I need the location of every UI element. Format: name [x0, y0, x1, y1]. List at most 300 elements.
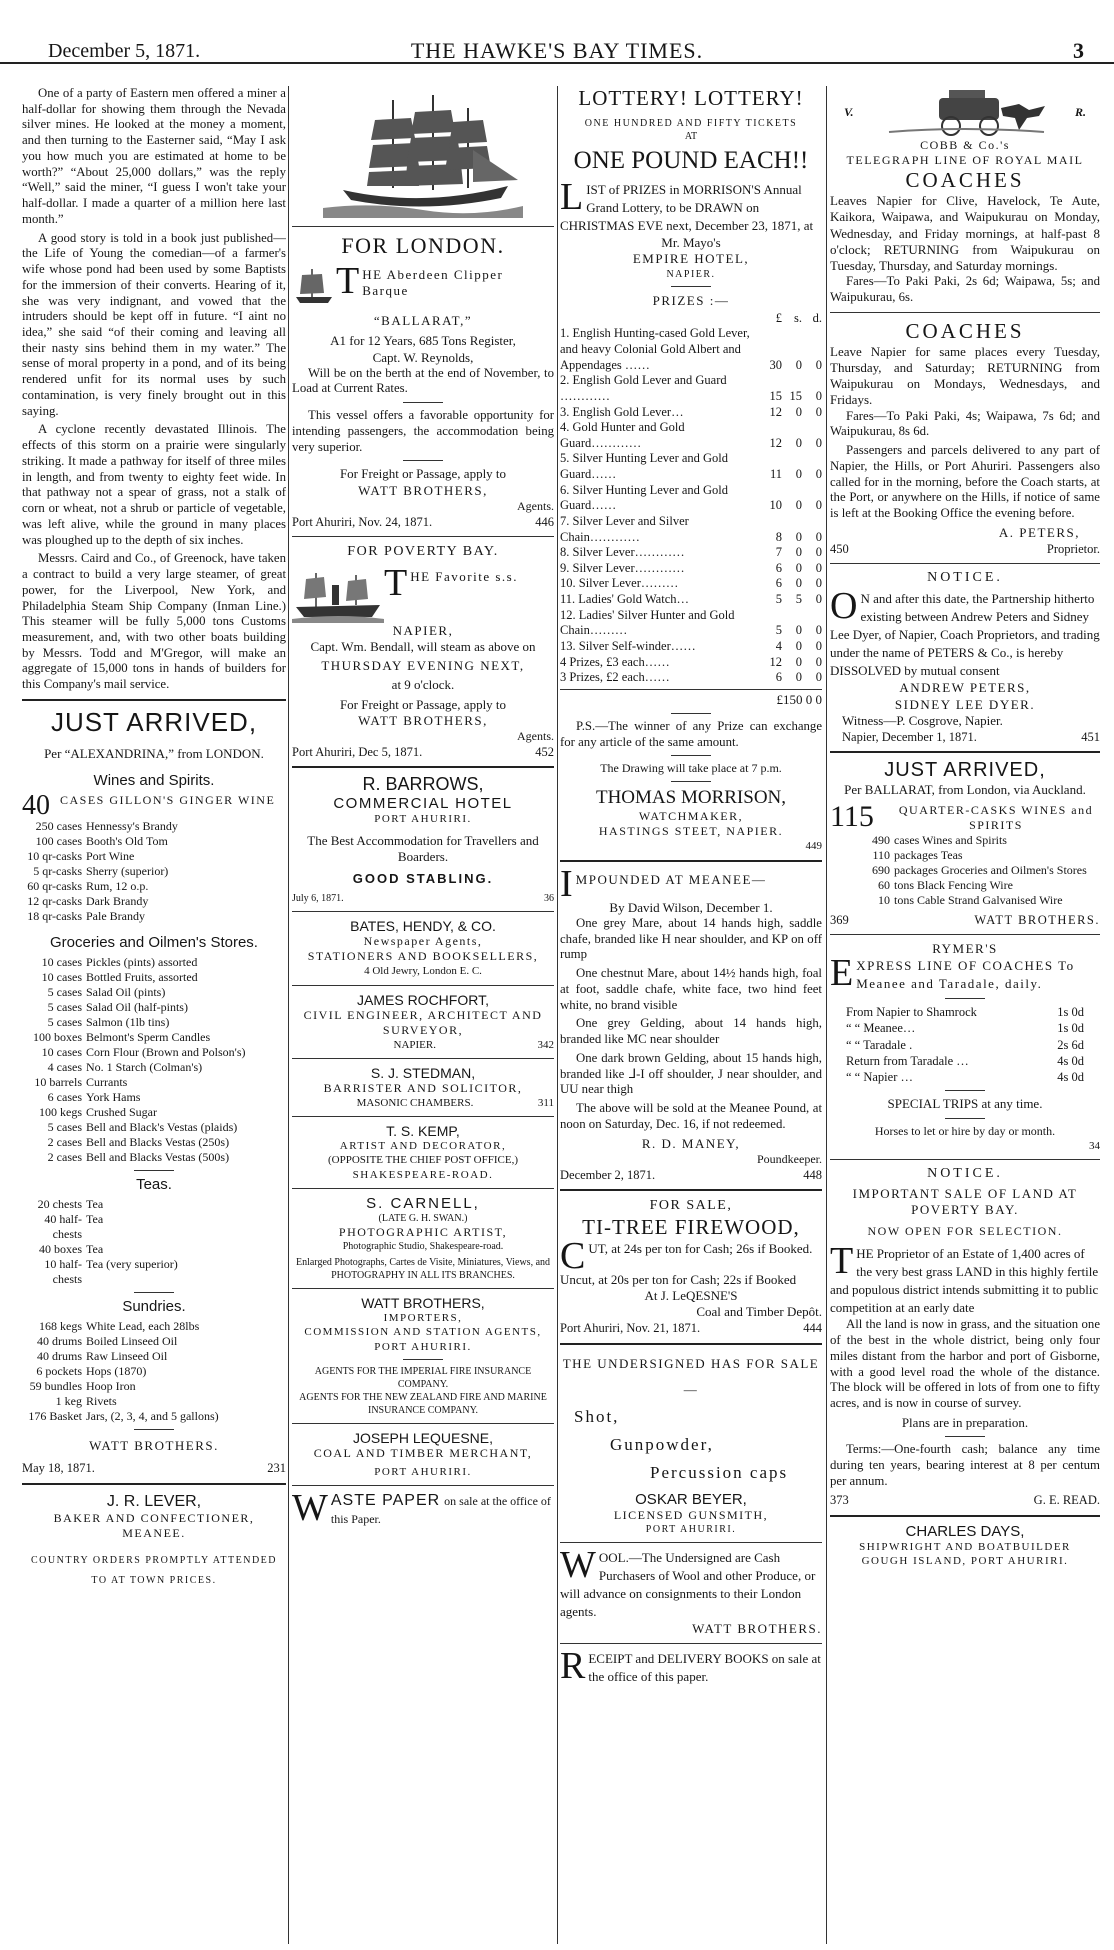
- item-quantity: 4 cases: [47, 1060, 82, 1075]
- ad-line: MEANEE.: [122, 1525, 186, 1540]
- item-name: Salad Oil (pints): [86, 985, 166, 1000]
- list-item: [22, 834, 286, 849]
- ad-line: Horses to let or hire by day or month.: [874, 1123, 1056, 1138]
- prize-name: 4 Prizes, £3 each……: [560, 654, 670, 669]
- drop-cap: L: [560, 181, 584, 218]
- item-quantity: 5 cases: [47, 985, 82, 1000]
- list-item: [22, 1409, 286, 1424]
- prize-name: 11. Ladies' Gold Watch…: [560, 592, 689, 606]
- list-item: [22, 1045, 286, 1060]
- column-rule: [557, 86, 558, 1944]
- ad-line: Coal and Timber Depôt.: [696, 1304, 822, 1320]
- prize-row: [560, 420, 822, 451]
- ad-line: HE Favorite s.s.: [410, 568, 518, 584]
- list-item: [22, 1135, 286, 1150]
- ad-line: For Freight or Passage, apply to: [339, 696, 507, 712]
- ad-text: OOL.—The Undersigned are Cash Purchasers of Wool and other Produce, or will advance on consignments to their London agents.: [560, 1549, 816, 1619]
- list-item: [22, 1075, 286, 1090]
- prizes-list: [560, 326, 822, 685]
- fare-price: 2s 6d: [1057, 1037, 1084, 1052]
- col-pence: d.: [812, 310, 822, 325]
- ad-line: COMMISSION AND STATION AGENTS,: [304, 1326, 542, 1339]
- ad-barrows: [292, 774, 554, 905]
- drop-cap: T: [384, 561, 408, 604]
- item-quantity: 10 qr-casks: [27, 849, 82, 864]
- prize-amount: [764, 561, 822, 577]
- divider: [292, 911, 554, 912]
- ad-headline: ONE POUND EACH!!: [573, 147, 809, 174]
- prize-row: [560, 655, 822, 671]
- story-pond: A good story is told in a book just published—the Life of Young the comedian—of a farmer's wife whose pond had been used by some Baptists for the immersion of their converts. Hearing of it, she was very indignant, and vowed that the intruders should be kept off in future. “I aint no idea,” she said “of their coming and leaving all their nasty sins behind them in my water.” The sense of moral property in a pond, and of its being rendered unfit for its normal uses by such contamination, is very finely brought out in this saying.: [22, 230, 286, 418]
- prize-amount: [764, 373, 822, 404]
- prize-pounds: 12: [769, 435, 782, 450]
- item-quantity: 5 cases: [47, 1120, 82, 1135]
- ad-line: THURSDAY EVENING NEXT,: [321, 658, 525, 674]
- divider: [22, 699, 286, 701]
- item-name: cases Wines and Spirits: [894, 832, 1007, 847]
- item-name: Bell and Blacks Vestas (500s): [86, 1150, 230, 1165]
- item-quantity: 5 cases: [47, 1000, 82, 1015]
- wines-list: [22, 819, 286, 924]
- ad-date: July 6, 1871.: [292, 893, 344, 905]
- ad-lottery: [560, 86, 822, 854]
- story-miner: One of a party of Eastern men offered a miner a half-dollar for showing them through the Nevada silver mines. He looked at the money a moment, and then turning to the Easterner said, “May I ask you how much you are estimated at home to be worth?” “About 25,000 dollars,” was the reply “Well,” said the miner, “I guess I won't take your half-dollar. I made a quarter of a million here last month.”: [22, 86, 286, 226]
- divider: [830, 751, 1100, 753]
- item-quantity: 40 boxes: [39, 1242, 82, 1257]
- prize-amount: [764, 639, 822, 655]
- list-item: [22, 849, 286, 864]
- prize-pounds: 5: [775, 623, 782, 638]
- ad-signature: WATT BROTHERS.: [89, 1438, 219, 1454]
- ad-number: 452: [535, 745, 554, 760]
- fare-price: 1s 0d: [1057, 1021, 1084, 1036]
- ad-receipt-books: [560, 1650, 822, 1686]
- ad-charles-days: [830, 1523, 1100, 1569]
- ad-signature: ANDREW PETERS,: [899, 680, 1031, 696]
- prize-pence: 0: [815, 545, 822, 560]
- list-item: [830, 863, 1100, 878]
- divider: [292, 1058, 554, 1059]
- teas-list: [22, 1197, 286, 1287]
- prize-pounds: 6: [775, 576, 782, 591]
- ad-signature: THOMAS MORRISON,: [595, 787, 787, 809]
- prize-pence: 0: [815, 498, 822, 513]
- item-quantity: 10: [878, 892, 890, 907]
- prize-row: [560, 639, 822, 655]
- item-name: Crushed Sugar: [86, 1105, 157, 1120]
- prize-name: 10. Silver Lever………: [560, 576, 679, 591]
- ad-text: Terms:—One-fourth cash; balance any time during ten years, bearing interest at 8 per centum per annum.: [830, 1442, 1100, 1488]
- item-name: Sherry (superior): [86, 864, 169, 879]
- item-quantity: 40 half-chests: [44, 1212, 82, 1242]
- item-name: Pale Brandy: [86, 909, 145, 924]
- ad-line: Agents.: [517, 729, 554, 744]
- divider: [560, 1643, 822, 1644]
- prizes-total: £150 0 0: [560, 689, 822, 708]
- prize-row: [560, 576, 822, 592]
- prize-row: [560, 326, 822, 373]
- drop-cap: T: [336, 260, 360, 302]
- prize-name: 7. Silver Lever and Silver Chain…………: [560, 513, 689, 544]
- list-item: [22, 894, 286, 909]
- ad-land-sale-notice: [830, 1166, 1100, 1509]
- ad-line: Poundkeeper.: [757, 1151, 822, 1166]
- list-item: [22, 1364, 286, 1379]
- ad-firewood: [560, 1197, 822, 1337]
- item-name: Bottled Fruits, assorted: [86, 970, 198, 985]
- item-name: Hoop Iron: [86, 1379, 136, 1394]
- ad-text: This vessel offers a favorable opportunity for intending passengers, the accommodation being very superior.: [292, 408, 554, 454]
- ad-title: JUST ARRIVED,: [50, 706, 258, 737]
- ad-title: NOTICE.: [927, 1165, 1003, 1181]
- fare-route: “ “ Taradale .: [846, 1037, 913, 1052]
- ad-line: PORT AHURIRI.: [645, 1523, 737, 1535]
- prize-pounds: 4: [775, 638, 782, 653]
- ad-text: The above will be sold at the Meanee Pound, at noon on Saturday, Dec. 16, if not redeemed.: [560, 1101, 822, 1131]
- list-item: [22, 1090, 286, 1105]
- ad-line: BAKER AND CONFECTIONER,: [53, 1510, 255, 1525]
- prize-pence: 0: [815, 592, 822, 606]
- item-quantity: 20 chests: [37, 1197, 82, 1212]
- col-shillings: s.: [794, 310, 802, 325]
- ad-title: RYMER'S: [932, 940, 998, 956]
- item-name: Corn Flour (Brown and Polson's): [86, 1045, 246, 1060]
- prize-name: 9. Silver Lever…………: [560, 560, 685, 575]
- list-item: [22, 970, 286, 985]
- prize-pounds: 8: [775, 529, 782, 544]
- item-name: Port Wine: [86, 849, 135, 864]
- prize-pounds: 30: [769, 357, 782, 372]
- ad-line: COAL AND TIMBER MERCHANT,: [313, 1445, 533, 1460]
- ad-lequesne: [292, 1430, 554, 1479]
- item-quantity: 250 cases: [35, 819, 82, 834]
- ad-date: Port Ahuriri, Dec 5, 1871.: [292, 745, 423, 760]
- ship-name: “BALLARAT,”: [373, 313, 473, 328]
- ad-line: HASTINGS STEET, NAPIER.: [598, 824, 784, 839]
- prize-amount: [764, 326, 822, 373]
- prize-pence: 0: [815, 467, 822, 481]
- item-quantity: 40 drums: [37, 1349, 82, 1364]
- ad-signature: G. E. READ.: [1033, 1493, 1100, 1508]
- item-quantity: 10 barrels: [34, 1075, 82, 1090]
- ad-title: FOR POVERTY BAY.: [347, 544, 499, 560]
- prize-row: [560, 561, 822, 577]
- royal-cipher-r: R.: [1074, 104, 1086, 119]
- list-item: [22, 1000, 286, 1015]
- prize-pence: 0: [815, 404, 822, 419]
- ad-rochfort: [292, 992, 554, 1052]
- ad-line: (LATE G. H. SWAN.): [378, 1213, 468, 1224]
- ad-text: Leaves Napier for Clive, Havelock, Te Aute, Kaikora, Waipawa, and Waipukurau on Monday, Wednesday, and Friday mornings, at half-past 8 o'clock; RETURNING from Waipukurau on Tuesday, Thursday, and Saturday mornings.: [830, 193, 1100, 273]
- item-name: Bell and Blacks Vestas (250s): [86, 1135, 230, 1150]
- item-quantity: 100 boxes: [33, 1030, 82, 1045]
- ad-title: JOSEPH LEQUESNE,: [352, 1429, 494, 1446]
- ad-number: 36: [544, 893, 554, 905]
- ad-cobb-coaches: [830, 86, 1100, 306]
- fare-price: 1s 0d: [1057, 1005, 1084, 1020]
- fares-table: [830, 1004, 1100, 1085]
- fare-row: [846, 1069, 1084, 1085]
- divider: [292, 1288, 554, 1289]
- prize-row: [560, 451, 822, 482]
- ad-title: MPOUNDED AT MEANEE—: [575, 871, 767, 887]
- fare-row: [846, 1004, 1084, 1020]
- divider: [292, 766, 554, 768]
- ad-date: May 18, 1871.: [22, 1461, 95, 1476]
- drop-cap: I: [560, 862, 573, 905]
- divider: [292, 1116, 554, 1117]
- prize-name: 8. Silver Lever…………: [560, 545, 685, 560]
- list-item: [830, 893, 1100, 908]
- ad-subheadline: NOW OPEN FOR SELECTION.: [867, 1224, 1063, 1239]
- ad-text: N and after this date, the Partnership hitherto existing between Andrew Peters and Sidney Lee Dyer, of Napier, Coach Proprietors, and trading under the name of PETERS & Co., is hereby DISSOLVED by mutual consent: [830, 591, 1100, 679]
- ad-just-arrived-alexandrina: [22, 707, 286, 1477]
- prize-pence: 0: [815, 638, 822, 653]
- prize-name: 13. Silver Self-winder……: [560, 638, 696, 653]
- prize-pounds: 6: [775, 560, 782, 575]
- list-item: [22, 879, 286, 894]
- ad-text: XPRESS LINE OF COACHES To Meanee and Taradale, daily.: [856, 958, 1075, 992]
- ad-line: By David Wilson, December 1.: [609, 899, 773, 915]
- item-name: Currants: [86, 1075, 128, 1090]
- prize-name: 3. English Gold Lever…: [560, 404, 684, 419]
- ship-name: NAPIER,: [392, 622, 454, 638]
- fare-row: [846, 1020, 1084, 1036]
- ad-title: TI-TREE FIREWOOD,: [582, 1214, 800, 1239]
- list-item: [22, 1394, 286, 1409]
- item-name: Hops (1870): [86, 1364, 147, 1379]
- prize-pounds: 12: [769, 654, 782, 669]
- item-name: Raw Linseed Oil: [86, 1349, 168, 1364]
- drop-cap: C: [560, 1239, 586, 1272]
- ad-line: PORT AHURIRI.: [374, 1465, 472, 1478]
- ad-text: UT, at 24s per ton for Cash; 26s if Booked.: [588, 1240, 813, 1256]
- ad-line: ONE HUNDRED AND FIFTY TICKETS: [584, 118, 798, 129]
- item-quantity: 5 cases: [47, 1015, 82, 1030]
- ad-line: AGENTS FOR THE IMPERIAL FIRE INSURANCE COMPANY.: [314, 1365, 532, 1390]
- ad-text: Fares—To Paki Paki, 4s; Waipawa, 7s 6d; and Waipukurau, 8s 6d.: [830, 408, 1100, 439]
- prize-amount: [764, 670, 822, 686]
- ad-title: THE UNDERSIGNED HAS FOR SALE—: [562, 1355, 820, 1397]
- masthead: [0, 0, 1114, 64]
- ad-item: Gunpowder,: [610, 1434, 714, 1454]
- ad-subtitle: Per BALLARAT, from London, via Auckland.: [844, 782, 1086, 798]
- ad-line: STATIONERS AND BOOKSELLERS,: [307, 949, 539, 964]
- ad-headline: IMPORTANT SALE OF LAND AT POVERTY BAY.: [852, 1185, 1078, 1218]
- column-2: [292, 86, 554, 1946]
- ad-stedman: [292, 1065, 554, 1110]
- item-quantity: 110: [872, 847, 890, 862]
- prize-shillings: 0: [795, 467, 802, 481]
- ad-line: COUNTRY ORDERS PROMPTLY ATTENDED TO AT TOWN PRICES.: [31, 1554, 277, 1586]
- prize-row: [560, 483, 822, 514]
- col-pounds: £: [775, 310, 782, 325]
- drop-cap: R: [560, 1649, 586, 1686]
- ad-line: PHOTOGRAPHY IN ALL ITS BRANCHES.: [331, 1270, 515, 1281]
- ad-line: SHAKESPEARE-ROAD.: [352, 1168, 494, 1181]
- ad-text: Uncut, at 20s per ton for Cash; 22s if Booked: [560, 1271, 797, 1287]
- prize-shillings: 0: [795, 638, 802, 653]
- coach-engraving: [879, 86, 1049, 138]
- ad-line: COMMERCIAL HOTEL: [333, 795, 513, 813]
- section-heading: Sundries.: [122, 1298, 186, 1316]
- divider: [292, 226, 554, 227]
- prize-pounds: 10: [769, 498, 782, 513]
- page-number: 3: [1073, 38, 1084, 63]
- ad-line: Enlarged Photographs, Cartes de Visite, Miniatures, Views, and: [295, 1257, 551, 1268]
- prize-pounds: 5: [775, 592, 782, 606]
- ad-text: IST of PRIZES in MORRISON'S Annual Grand Lottery, to be DRAWN on CHRISTMAS EVE next, December 23, 1871, at: [560, 182, 814, 233]
- ad-line: GOUGH ISLAND, PORT AHURIRI.: [861, 1554, 1069, 1567]
- item-name: Pickles (pints) assorted: [86, 955, 198, 970]
- prize-name: 1. English Hunting-cased Gold Lever, and heavy Colonial Gold Albert and Appendages ……: [560, 326, 750, 372]
- ad-line: Plans are in preparation.: [901, 1414, 1029, 1430]
- item-name: Tea: [86, 1242, 104, 1257]
- divider: [830, 1159, 1100, 1160]
- ad-item: Shot,: [574, 1406, 620, 1426]
- column-rule: [288, 86, 289, 1944]
- ad-line: AT: [684, 131, 698, 142]
- prize-row: [560, 592, 822, 608]
- fare-row: [846, 1053, 1084, 1069]
- ad-line: 4 Old Jewry, London E. C.: [364, 965, 482, 978]
- ad-number: 450: [830, 542, 849, 557]
- item-name: Jars, (2, 3, 4, and 5 gallons): [86, 1409, 219, 1424]
- item-name: tons Black Fencing Wire: [894, 877, 1013, 892]
- prize-name: 2. English Gold Lever and Guard …………: [560, 373, 727, 403]
- prize-shillings: 0: [795, 357, 802, 372]
- divider: [830, 563, 1100, 564]
- list-item: [22, 1379, 286, 1394]
- ad-for-poverty-bay: [292, 543, 554, 760]
- ad-signature: R. D. MANEY,: [641, 1135, 741, 1151]
- ad-date: December 2, 1871.: [560, 1167, 656, 1182]
- list-item: [22, 819, 286, 834]
- ad-item: Percussion caps: [650, 1462, 789, 1482]
- prize-shillings: 0: [795, 545, 802, 560]
- divider: [560, 1343, 822, 1345]
- ad-text: Will be on the berth at the end of November, to Load at Current Rates.: [292, 365, 554, 396]
- ad-line: Mr. Mayo's: [661, 235, 721, 250]
- ad-line: EMPIRE HOTEL,: [632, 251, 750, 267]
- list-item: [22, 1197, 286, 1212]
- section-heading: Teas.: [136, 1176, 172, 1194]
- divider: [830, 1515, 1100, 1517]
- prize-name: 12. Ladies' Silver Hunter and Gold Chain………: [560, 607, 735, 638]
- ad-just-arrived-ballarat: [830, 759, 1100, 928]
- ad-rymers-coaches: [830, 941, 1100, 1153]
- section-heading: Wines and Spirits.: [93, 772, 215, 790]
- prize-amount: [764, 405, 822, 421]
- list-item: [22, 1212, 286, 1242]
- ad-line: MASONIC CHAMBERS.: [356, 1096, 474, 1109]
- divider: [830, 312, 1100, 313]
- sundries-list: [22, 1319, 286, 1424]
- drop-cap: W: [292, 1487, 328, 1530]
- ad-number: 448: [803, 1167, 822, 1182]
- item-quantity: 176 Basket: [28, 1409, 82, 1424]
- impound-item: One dark brown Gelding, about 15 hands high, branded like ᒧ-I off shoulder, J near shoulder, and UU near thigh: [560, 1050, 822, 1097]
- ad-text: Passengers and parcels delivered to any part of Napier, the Hills, or Port Ahuriri. Passengers also called for in the morning, before the Coach starts, at the Port, or anywhere on the Hills, if notice of same is left at the Booking Office the evening before.: [830, 443, 1100, 521]
- item-quantity: 10 cases: [41, 970, 82, 985]
- prize-pence: 0: [815, 357, 822, 372]
- ad-carnell: [292, 1195, 554, 1282]
- ad-line: LICENSED GUNSMITH,: [613, 1507, 769, 1522]
- item-name: Dark Brandy: [86, 894, 149, 909]
- ad-line: at 9 o'clock.: [391, 677, 455, 693]
- list-item: [830, 848, 1100, 863]
- ad-line: ARTIST AND DECORATOR,: [339, 1140, 507, 1153]
- column-4: [830, 86, 1100, 1946]
- prize-name: 5. Silver Hunting Lever and Gold Guard……: [560, 451, 729, 481]
- ad-kemp: [292, 1123, 554, 1182]
- list-item: [22, 1015, 286, 1030]
- prize-amount: [764, 420, 822, 451]
- ad-number: 446: [535, 514, 554, 529]
- list-item: [22, 1060, 286, 1075]
- ad-number: 444: [803, 1321, 822, 1336]
- ad-signature: SIDNEY LEE DYER.: [894, 696, 1036, 712]
- groceries-list: [22, 955, 286, 1165]
- prize-shillings: 0: [795, 654, 802, 669]
- ad-title: S. CARNELL,: [366, 1195, 480, 1212]
- story-cyclone: A cyclone recently devastated Illinois. The effects of this storm on a prairie were singularly striking. It made a pathway for itself of three miles in length, and from twenty to eighty feet wide. In that pathway not a spear of grass, not a stalk of corn or wheat, not a shrub or particle of vegetable, was left alive, while the ground in many places was ploughed up to the depth of six inches.: [22, 422, 286, 547]
- prize-amount: [764, 451, 822, 482]
- prize-amount: [764, 514, 822, 545]
- item-quantity: 100 kegs: [39, 1105, 82, 1120]
- prize-pounds: 7: [775, 545, 782, 560]
- divider: [560, 1542, 822, 1543]
- divider: [292, 536, 554, 537]
- ad-line: Proprietor.: [1046, 542, 1100, 557]
- prize-shillings: 0: [795, 560, 802, 575]
- item-quantity: 2 cases: [47, 1135, 82, 1150]
- ad-title: ASTE PAPER: [330, 1492, 441, 1510]
- ad-number: 369: [830, 912, 849, 927]
- drop-cap: O: [830, 590, 858, 628]
- divider: [292, 1485, 554, 1486]
- ad-line: PORT AHURIRI.: [374, 1340, 472, 1353]
- prize-amount: [764, 655, 822, 671]
- ad-lever: [22, 1493, 286, 1591]
- ad-line: on sale at the office of this Paper.: [330, 1494, 551, 1527]
- ad-number: 451: [1081, 730, 1100, 745]
- list-item: [830, 833, 1100, 848]
- ad-date: Port Ahuriri, Nov. 21, 1871.: [560, 1321, 701, 1336]
- ad-date: Napier, December 1, 1871.: [842, 730, 977, 745]
- prize-pence: 0: [815, 388, 822, 403]
- item-name: packages Groceries and Oilmen's Stores: [894, 862, 1087, 877]
- impound-item: One grey Gelding, about 14 hands high, branded like MC near shoulder: [560, 1016, 822, 1047]
- ad-line: COBB & Co.'s: [920, 138, 1010, 152]
- list-item: [22, 1150, 286, 1165]
- item-quantity: 2 cases: [47, 1150, 82, 1165]
- story-steamer: Messrs. Caird and Co., of Greenock, have taken a contract to build a very large steamer, of great power, for the Liverpool, New York, and Philadelphia Steam Ship Company (Inman Line.) This steamer will be fully 5,000 tons Customs measurement, and, with two other boats building by Messrs. Todd and M'Gregor, will make an aggregate of 15,000 tons in hands of builders for this Company's mail service.: [22, 551, 286, 692]
- ad-peters-coaches: [830, 319, 1100, 558]
- ad-line: At J. LeQESNE'S: [644, 1287, 738, 1303]
- prize-row: [560, 545, 822, 561]
- prize-pence: 0: [815, 654, 822, 669]
- fare-route: From Napier to Shamrock: [846, 1005, 977, 1020]
- item-name: Boiled Linseed Oil: [86, 1334, 178, 1349]
- ad-line: FOR SALE,: [649, 1198, 733, 1214]
- prize-row: [560, 405, 822, 421]
- item-name: Rum, 12 o.p.: [86, 879, 149, 894]
- item-name: packages Teas: [894, 847, 963, 862]
- item-name: Tea: [86, 1212, 104, 1227]
- ad-gunsmith: [560, 1351, 822, 1536]
- item-quantity: 10 cases: [41, 1045, 82, 1060]
